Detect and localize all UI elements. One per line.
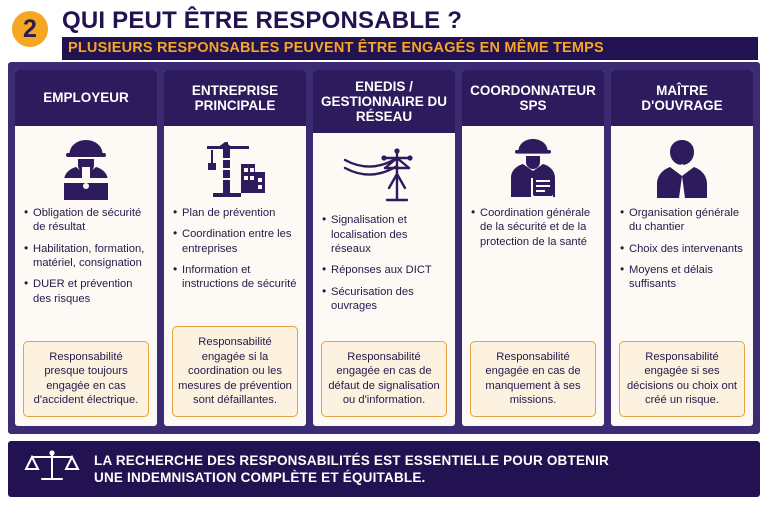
inspector-clipboard-icon [462,126,604,204]
card-coordonnateur-sps[interactable] [462,70,604,426]
crane-construction-icon [164,126,306,204]
card-bullet-list [462,204,604,341]
cards-row [15,70,753,426]
card-bullet-list [164,204,306,326]
list-item: • Coordination entre les entreprises [173,227,297,256]
list-item: • Habilitation, formation, matériel, consignation [24,242,148,271]
card-title: ENTREPRISE PRINCIPALE [164,70,306,126]
card-title: COORDONNATEUR SPS [462,70,604,126]
list-item: • Choix des intervenants [620,242,744,256]
header-texts [62,6,758,60]
card-bullet-list [313,211,455,340]
footer-text [94,452,609,487]
list-item: • Information et instructions de sécurité [173,263,297,292]
footer-line-2: UNE INDEMNISATION COMPLÈTE ET ÉQUITABLE. [94,470,426,485]
header-subtitle-banner [62,37,758,60]
header [0,0,768,62]
card-employeur[interactable] [15,70,157,426]
footer-banner [8,441,760,497]
cards-panel [8,62,760,434]
card-note: Responsabilité engagée en cas de manquement à ses missions. [470,341,596,417]
list-item: • Réponses aux DICT [322,263,446,277]
card-note: Responsabilité engagée si ses décisions ou choix ont créé un risque. [619,341,745,417]
footer-line-1: LA RECHERCHE DES RESPONSABILITÉS EST ESSENTIELLE POUR OBTENIR [94,452,610,468]
card-title: MAÎTRE D'OUVRAGE [611,70,753,126]
list-item: • Plan de prévention [173,206,297,220]
power-line-pylon-icon [313,133,455,211]
card-note: Responsabilité presque toujours engagée en cas d'accident électrique. [23,341,149,417]
card-title: ENEDIS / GESTIONNAIRE DU RÉSEAU [313,70,455,133]
card-note: Responsabilité engagée en cas de défaut de signalisation ou d'information. [321,341,447,417]
list-item: • Coordination générale de la sécurité et de la protection de la santé [471,206,595,249]
list-item: • Sécurisation des ouvrages [322,285,446,314]
scales-of-justice-icon [24,447,80,492]
list-item: • Moyens et délais suffisants [620,263,744,292]
card-entreprise-principale[interactable] [164,70,306,426]
list-item: • DUER et prévention des risques [24,277,148,306]
card-maitre-douvrage[interactable] [611,70,753,426]
card-bullet-list [15,204,157,341]
businessman-suit-icon [611,126,753,204]
list-item: • Signalisation et localisation des réseaux [322,213,446,256]
step-number-badge: 2 [10,9,50,49]
page-title: QUI PEUT ÊTRE RESPONSABLE ? [62,7,463,34]
card-title: EMPLOYEUR [15,70,157,126]
card-note: Responsabilité engagée si la coordination ou les mesures de prévention sont défaillantes. [172,326,298,417]
card-bullet-list [611,204,753,341]
list-item: • Organisation générale du chantier [620,206,744,235]
list-item: • Obligation de sécurité de résultat [24,206,148,235]
card-enedis-gestionnaire-reseau[interactable] [313,70,455,426]
worker-helmet-icon [15,126,157,204]
page-subtitle: PLUSIEURS RESPONSABLES PEUVENT ÊTRE ENGAGÉS EN MÊME TEMPS [68,40,604,57]
